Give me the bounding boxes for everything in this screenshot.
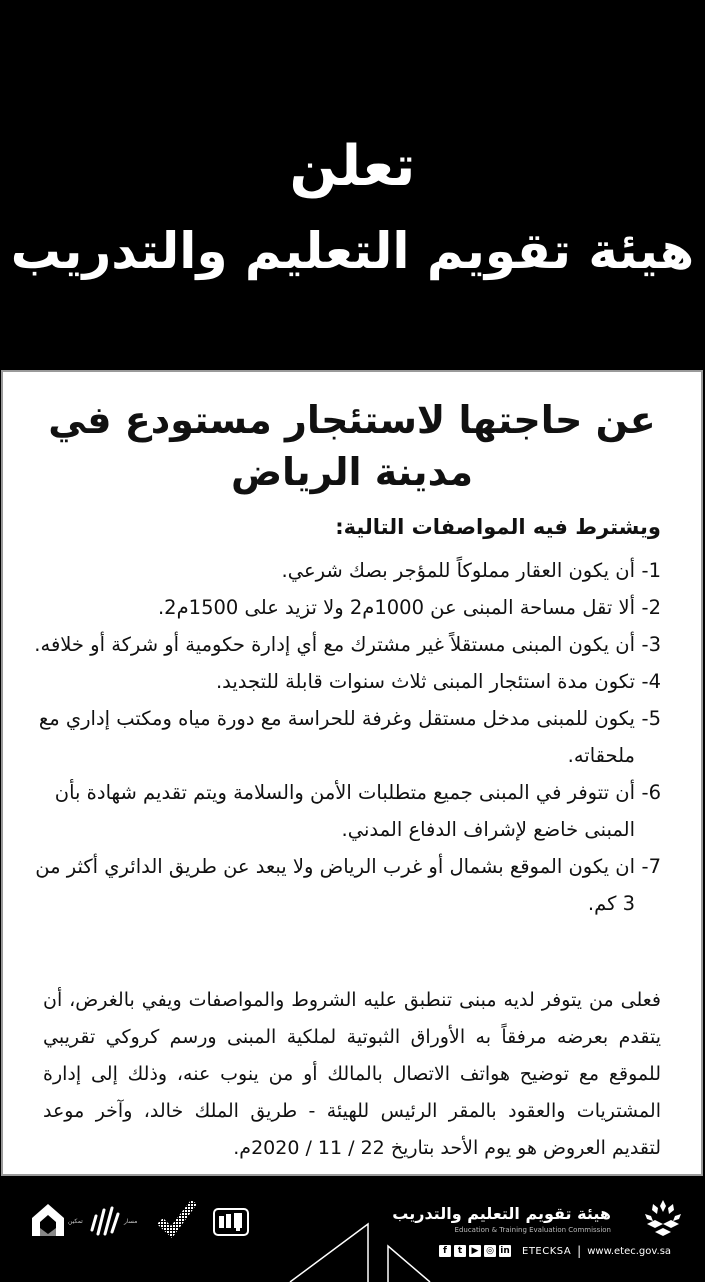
tamkeen-icon	[30, 1204, 66, 1238]
item-number: 6-	[641, 781, 661, 804]
youtube-icon[interactable]: ▶	[469, 1245, 481, 1257]
item-text: أن يكون المبنى مستقلاً غير مشترك مع أي إدارة حكومية أو شركة أو خلافه.	[34, 633, 635, 656]
masar-caption: مسار	[124, 1218, 138, 1225]
etec-name-arabic: هيئة تقويم التعليم والتدريب	[392, 1204, 611, 1223]
item-number: 3-	[641, 633, 661, 656]
subject-line-2: مدينة الرياض	[230, 450, 474, 494]
announces-heading: تعلن	[289, 134, 416, 199]
twitter-icon[interactable]: t	[454, 1245, 466, 1257]
website-link[interactable]: www.etec.gov.sa	[587, 1245, 672, 1257]
tamkeen-caption: تمكين	[68, 1218, 83, 1225]
etec-name-english: Education & Training Evaluation Commission	[454, 1226, 611, 1234]
qiyas-icon	[213, 1208, 249, 1236]
submission-instructions: فعلى من يتوفر لديه مبنى تنطبق عليه الشروط والمواصفات ويفي بالغرض، أن يتقدم بعرضه مرفقاً به الأوراق الثبوتية لملكية المبنى ورسم كروكي تقريبي للموقع مع توضيح هواتف الاتصال بالمالك أو من ينوب عنه، وذلك إلى إدارة المشتريات والعقود بالمقر الرئيس للهيئة - طريق الملك خالد، وآخر موعد لتقديم العروض هو يوم الأحد بتاريخ 22 / 11 / 2020م.	[43, 989, 661, 1159]
separator: |	[577, 1244, 582, 1258]
item-text: تكون مدة استئجار المبنى ثلاث سنوات قابلة للتجديد.	[215, 670, 635, 693]
item-text: أن تتوفر في المبنى جميع متطلبات الأمن والسلامة ويتم تقديم شهادة بأن المبنى خاضع لإشراف الدفاع المدني.	[54, 781, 635, 841]
item-text: ألا تقل مساحة المبنى عن 1000م2 ولا تزيد على 1500م2.	[157, 596, 635, 619]
list-item	[33, 848, 661, 922]
checkmark-icon	[155, 1198, 197, 1240]
tamkeen-logo	[30, 1204, 83, 1242]
item-number: 2-	[641, 596, 661, 619]
list-item	[33, 552, 661, 589]
masar-icon	[88, 1204, 122, 1236]
qiyas-logo	[213, 1208, 249, 1240]
etec-logo-icon	[641, 1198, 685, 1238]
list-item	[33, 589, 661, 626]
social-handle: ETECKSA	[522, 1245, 572, 1257]
list-item	[33, 663, 661, 700]
announcement-body	[1, 370, 703, 1176]
subject-line-1: عن حاجتها لاستئجار مستودع في	[48, 398, 656, 442]
footer	[0, 1176, 705, 1282]
item-number: 1-	[641, 559, 661, 582]
verified-logo	[155, 1198, 197, 1244]
linkedin-icon[interactable]: in	[500, 1246, 510, 1256]
item-number: 5-	[641, 707, 661, 730]
announcement-header	[0, 0, 705, 370]
conditions-heading: ويشترط فيه المواصفات التالية:	[335, 515, 661, 539]
list-item	[33, 700, 661, 774]
social-links	[439, 1244, 671, 1258]
list-item	[33, 626, 661, 663]
item-text: ان يكون الموقع بشمال أو غرب الرياض ولا يبعد عن طريق الدائري أكثر من 3 كم.	[35, 855, 635, 915]
facebook-icon[interactable]: f	[439, 1245, 451, 1257]
item-text: يكون للمبنى مدخل مستقل وغرفة للحراسة مع دورة مياه ومكتب إداري مع ملحقاته.	[38, 707, 635, 767]
masar-logo	[88, 1204, 138, 1240]
item-text: أن يكون العقار مملوكاً للمؤجر بصك شرعي.	[281, 559, 635, 582]
etec-brand	[392, 1194, 695, 1264]
conditions-list	[33, 552, 661, 922]
item-number: 7-	[641, 855, 661, 878]
list-item	[33, 774, 661, 848]
organization-heading: هيئة تقويم التعليم والتدريب	[10, 222, 695, 280]
item-number: 4-	[641, 670, 661, 693]
instagram-icon[interactable]: ◎	[484, 1245, 496, 1257]
announcement-subject	[3, 394, 701, 498]
